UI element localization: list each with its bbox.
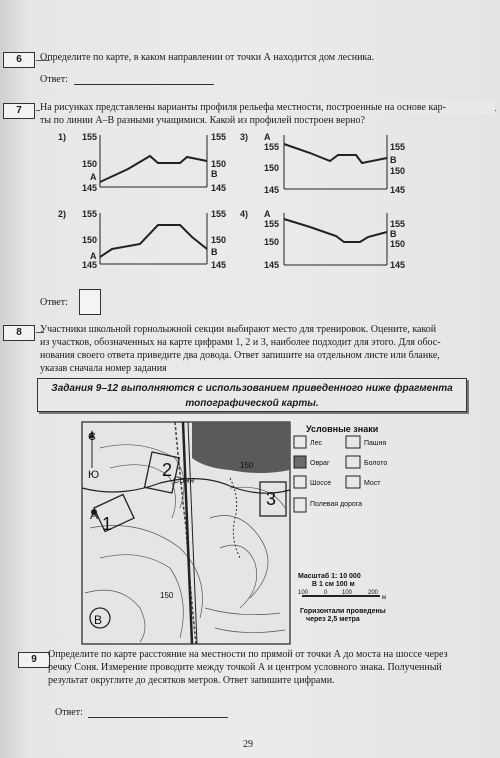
question-6-text: Определите по карте, в каком направлении от точки А находится дом лесника. [40, 52, 375, 63]
legend-forest: Лес [310, 440, 322, 447]
profile-3-tick-150: 150 [264, 163, 280, 173]
profile-2-label: 2) [58, 209, 67, 219]
profile-1-tick-155-r: 155 [211, 132, 227, 142]
topographic-map [80, 418, 400, 648]
profile-2-tick-150: 150 [82, 235, 98, 245]
legend-ravine: Овраг [310, 460, 330, 467]
contour-label-forest: 150 [240, 461, 254, 470]
profile-2-tick-145-r: 145 [211, 260, 227, 270]
profile-4-tick-155-r: 155 [390, 219, 406, 229]
legend-swamp-icon [346, 456, 360, 468]
profile-4-tick-145: 145 [264, 260, 280, 270]
profile-4-tick-145-r: 145 [390, 260, 406, 270]
question-8-line-3: нования своего ответа приведите два довода. Ответ запишите на отдельном листе или бланке, [40, 350, 440, 361]
legend-swamp: Болото [364, 460, 388, 467]
profile-2-line [100, 225, 207, 257]
scale-unit: м [382, 595, 387, 601]
legend-road-icon [294, 498, 306, 512]
banner-line-1: Задания 9–12 выполняются с использованием приведенного ниже фрагмента [51, 383, 453, 394]
profile-4-tick-150: 150 [264, 237, 280, 247]
profile-1-start: A [90, 172, 97, 182]
profile-1-line [100, 156, 207, 182]
profile-1-tick-145: 145 [82, 183, 98, 193]
question-8-line-2: из участков, обозначенных на карте цифрами 1, 2 и 3, наиболее подходит для этого. Для обос- [40, 337, 441, 348]
question-9-line-1: Определите по карте расстояние на местности по прямой от точки А до моста на шоссе через [48, 649, 448, 660]
profile-3-label: 3) [240, 132, 249, 142]
question-7-text-1: На рисунках представлены варианты профиля рельефа местности, построенные на основе кар- [40, 101, 495, 114]
question-7-answer-label: Ответ: [40, 297, 68, 308]
profile-3-tick-150-r: 150 [390, 166, 406, 176]
contour-note-1: Горизонтали проведены [300, 608, 386, 615]
legend-bridge: Мост [364, 480, 381, 487]
river-label: Соня [173, 475, 195, 485]
legend-field-icon [346, 436, 360, 448]
legend-road: Полевая дорога [310, 501, 363, 508]
question-9-line-3: результат округлите до десятков метров. Ответ запишите цифрами. [48, 675, 335, 686]
profile-3-tick-145-r: 145 [390, 185, 406, 195]
profile-2-tick-155-r: 155 [211, 209, 227, 219]
section-banner [37, 378, 467, 412]
profile-3-tick-145: 145 [264, 185, 280, 195]
profile-4-start: A [264, 209, 271, 219]
scale-title: Масштаб 1: 10 000 [298, 573, 361, 580]
legend-title: Условные знаки [306, 424, 379, 434]
scale-tick-200: 200 [368, 590, 379, 596]
profile-2-end: B [211, 247, 218, 257]
legend-highway-icon [294, 476, 306, 488]
profile-2-tick-145: 145 [82, 260, 98, 270]
profile-1-end: B [211, 169, 218, 179]
area-3-label: 3 [266, 489, 277, 509]
profile-3-tick-155-r: 155 [390, 142, 406, 152]
profile-3-line [284, 144, 387, 163]
compass-south: Ю [88, 469, 100, 481]
scale-tick-100-left: 100 [298, 590, 309, 596]
profile-3-start: A [264, 132, 271, 142]
question-9-answer-label: Ответ: [55, 707, 83, 718]
point-b-label: В [94, 613, 103, 627]
contour-note-2: через 2,5 метра [306, 616, 360, 623]
question-8-number: 8 [3, 325, 35, 341]
question-6-number: 6 [3, 52, 35, 68]
question-6-answer-label: Ответ: [40, 74, 68, 85]
profile-2-tick-155: 155 [82, 209, 98, 219]
page-number: 29 [243, 739, 253, 750]
scale-sub: В 1 см 100 м [312, 581, 355, 588]
question-9-answer-line[interactable] [88, 717, 228, 718]
profile-4-label: 4) [240, 209, 249, 219]
question-9-line-2: речку Соня. Измерение проводите между точкой А и центром условного знака. Полученный [48, 662, 442, 673]
profile-4-tick-155: 155 [264, 219, 280, 229]
area-2-label: 2 [162, 460, 173, 480]
profile-4-line [284, 219, 387, 242]
profile-2-tick-150-r: 150 [211, 235, 227, 245]
profile-1-tick-155: 155 [82, 132, 98, 142]
profile-2-start: A [90, 251, 97, 261]
profile-4-end: B [390, 229, 397, 239]
legend-ravine-icon [294, 456, 306, 468]
question-7-number: 7 [3, 103, 35, 119]
elevation-profiles [0, 125, 500, 275]
legend-bridge-icon [346, 476, 360, 488]
compass-north: С [88, 431, 96, 443]
profile-1-tick-150-r: 150 [211, 159, 227, 169]
profile-4-tick-150-r: 150 [390, 239, 406, 249]
banner-line-2: топографической карты. [185, 398, 319, 409]
scale-tick-100: 100 [342, 590, 353, 596]
area-1-label: 1 [102, 514, 113, 534]
question-7-answer-box[interactable] [79, 289, 101, 315]
question-8-line-1: Участники школьной горнолыжной секции выбирают место для тренировок. Оцените, какой [40, 324, 437, 335]
legend-field: Пашня [364, 440, 387, 447]
profile-3-tick-155: 155 [264, 142, 280, 152]
scale-tick-0: 0 [324, 590, 328, 596]
point-a-label: А [90, 508, 99, 522]
profile-1-tick-150: 150 [82, 159, 98, 169]
legend-forest-icon [294, 436, 306, 448]
question-9-number: 9 [18, 652, 50, 668]
profile-1-tick-145-r: 145 [211, 183, 227, 193]
contour-label: 150 [160, 591, 174, 600]
legend-highway: Шоссе [310, 480, 332, 487]
profile-1-label: 1) [58, 132, 67, 142]
question-8-line-4: указав сначала номер задания [40, 363, 167, 374]
question-7-text-2: ты по линии А–В разными учащимися. Какой из профилей построен верно? [40, 115, 365, 126]
question-6-answer-line[interactable] [74, 84, 214, 85]
profile-3-end: B [390, 155, 397, 165]
